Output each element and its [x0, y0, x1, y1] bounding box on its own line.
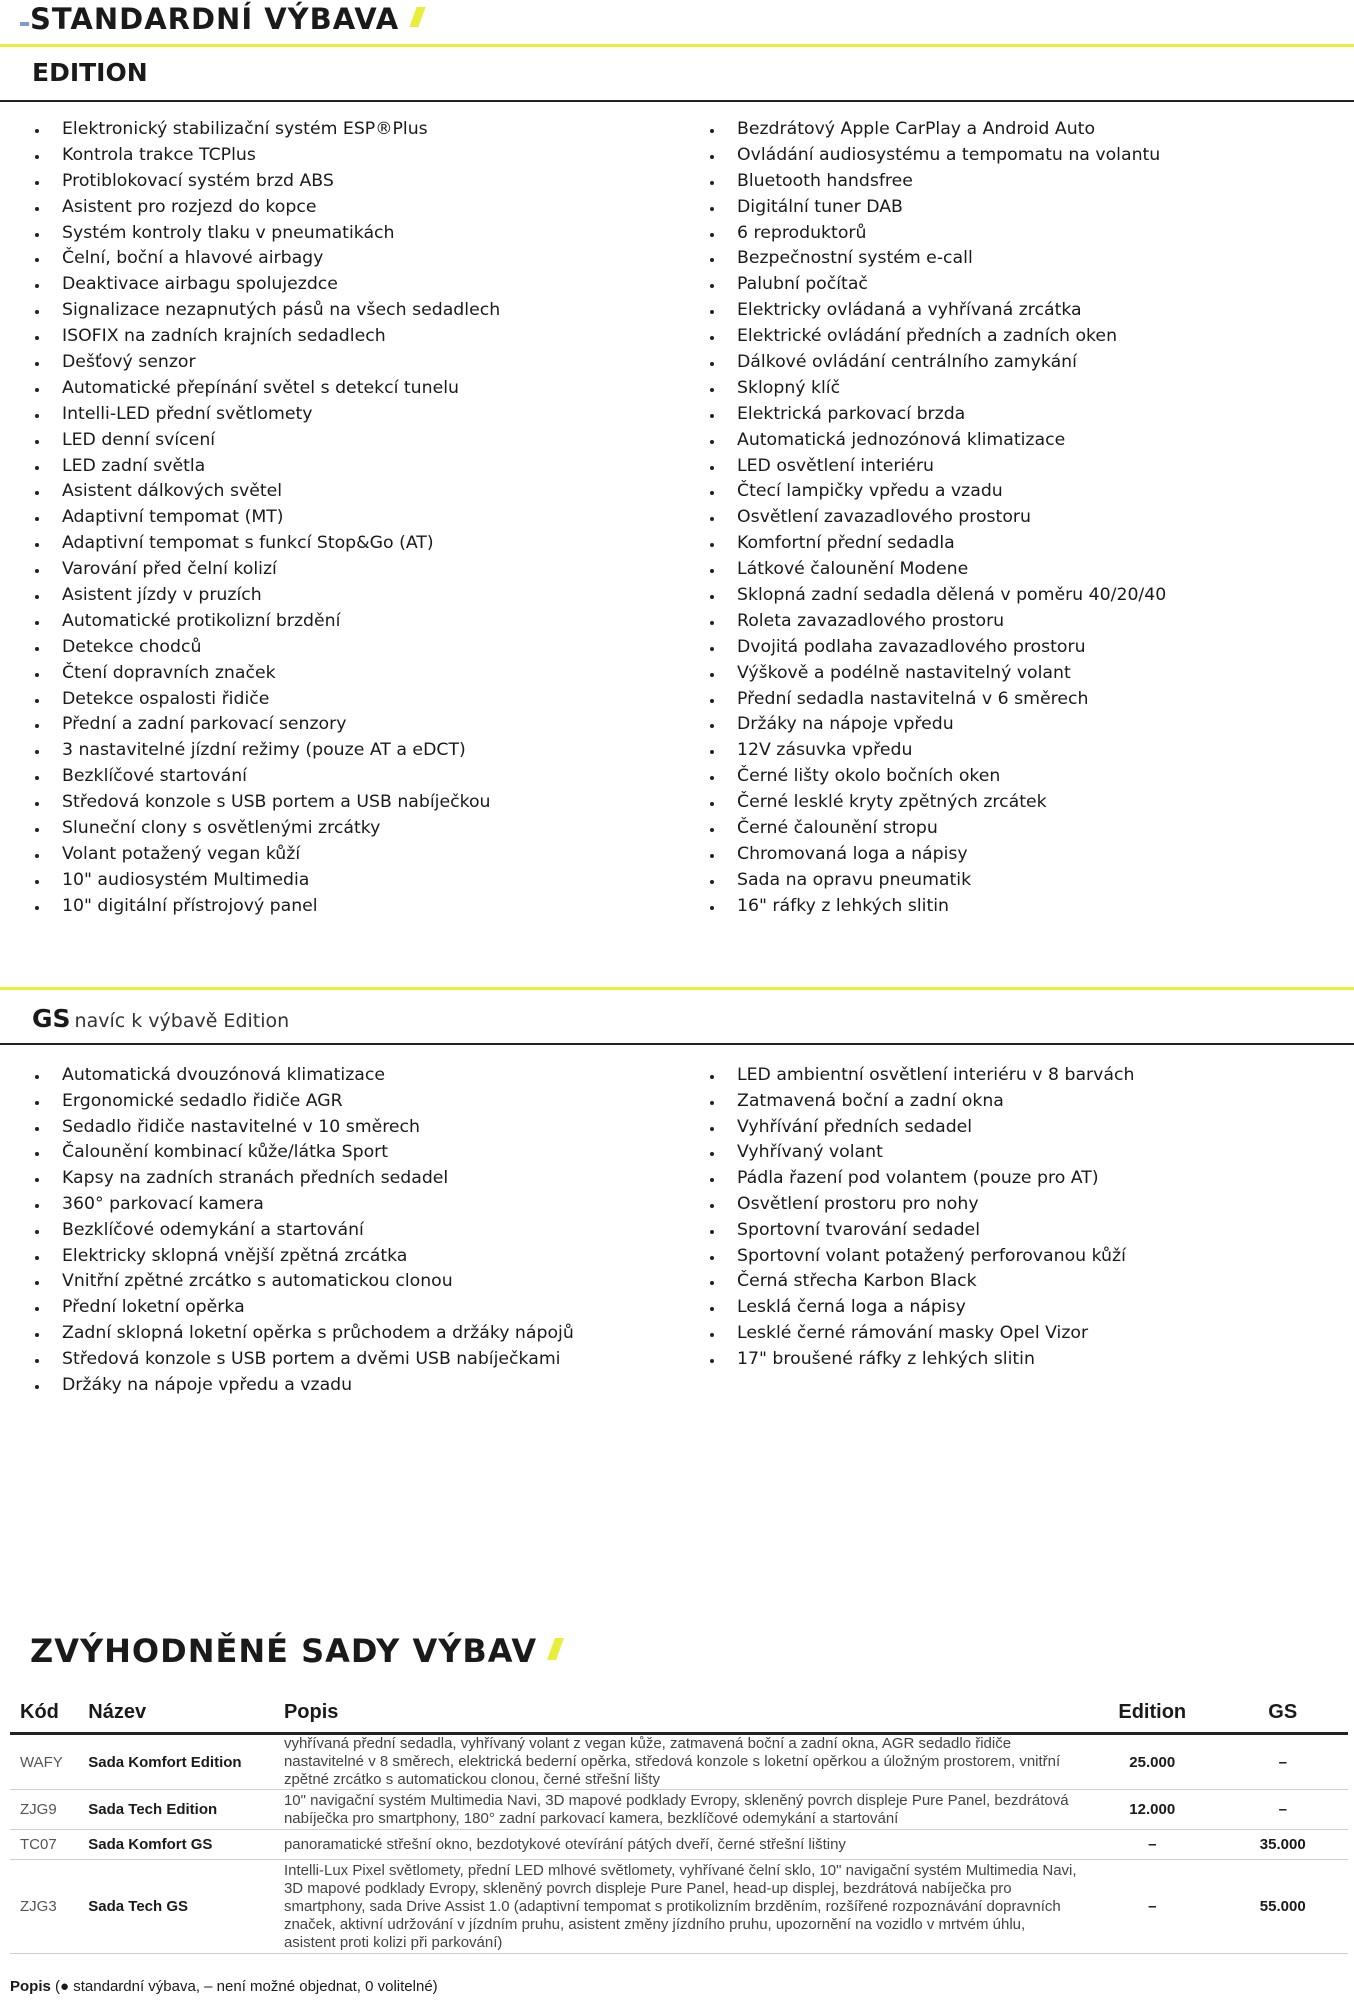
list-item: 6 reproduktorů	[707, 221, 1166, 247]
gs-left-list	[32, 1063, 574, 1398]
package-price-edition: 12.000	[1087, 1790, 1217, 1830]
list-item: Elektronický stabilizační systém ESP®Plus	[32, 117, 500, 143]
package-code: TC07	[10, 1830, 78, 1860]
list-item: Elektrické ovládání předních a zadních oken	[707, 324, 1166, 350]
package-code: WAFY	[10, 1734, 78, 1790]
list-item: Varování před čelní kolizí	[32, 557, 500, 583]
list-item: Systém kontroly tlaku v pneumatikách	[32, 221, 500, 247]
list-item: Bezklíčové odemykání a startování	[32, 1218, 574, 1244]
list-item: Ovládání audiosystému a tempomatu na volantu	[707, 143, 1166, 169]
list-item: Výškově a podélně nastavitelný volant	[707, 661, 1166, 687]
package-name: Sada Tech GS	[78, 1860, 274, 1954]
list-item: Černá střecha Karbon Black	[707, 1269, 1134, 1295]
list-item: Bezdrátový Apple CarPlay a Android Auto	[707, 117, 1166, 143]
list-item: LED denní svícení	[32, 428, 500, 454]
packages-header-row	[10, 1692, 1348, 1734]
packages-title-text: ZVÝHODNĚNÉ SADY VÝBAV	[30, 1632, 538, 1670]
list-item: 3 nastavitelné jízdní režimy (pouze AT a eDCT)	[32, 738, 500, 764]
package-code: ZJG9	[10, 1790, 78, 1830]
gs-right-list	[707, 1063, 1134, 1373]
list-item: Roleta zavazadlového prostoru	[707, 609, 1166, 635]
list-item: Volant potažený vegan kůží	[32, 842, 500, 868]
list-item: Látkové čalounění Modene	[707, 557, 1166, 583]
list-item: Zatmavená boční a zadní okna	[707, 1089, 1134, 1115]
list-item: Černé lišty okolo bočních oken	[707, 764, 1166, 790]
list-item: Lesklé černé rámování masky Opel Vizor	[707, 1321, 1134, 1347]
page-title	[30, 2, 422, 36]
package-name: Sada Tech Edition	[78, 1790, 274, 1830]
list-item: Dálkové ovládání centrálního zamykání	[707, 350, 1166, 376]
list-item: Sklopný klíč	[707, 376, 1166, 402]
list-item: LED osvětlení interiéru	[707, 454, 1166, 480]
accent-slash-icon	[410, 7, 426, 27]
page-title-text: STANDARDNÍ VÝBAVA	[30, 2, 400, 36]
gs-title: GS	[32, 1004, 71, 1033]
edition-right-list	[707, 117, 1166, 920]
list-item: 16" ráfky z lehkých slitin	[707, 894, 1166, 920]
list-item: Zadní sklopná loketní opěrka s průchodem a držáky nápojů	[32, 1321, 574, 1347]
list-item: Vyhřívání předních sedadel	[707, 1115, 1134, 1141]
package-price-gs: 35.000	[1217, 1830, 1348, 1860]
list-item: Přední sedadla nastavitelná v 6 směrech	[707, 687, 1166, 713]
list-item: Sluneční clony s osvětlenými zrcátky	[32, 816, 500, 842]
list-item: Bluetooth handsfree	[707, 169, 1166, 195]
list-item: Čtení dopravních značek	[32, 661, 500, 687]
list-item: Sedadlo řidiče nastavitelné v 10 směrech	[32, 1115, 574, 1141]
package-name: Sada Komfort GS	[78, 1830, 274, 1860]
list-item: Automatické přepínání světel s detekcí tunelu	[32, 376, 500, 402]
list-item: Černé čalounění stropu	[707, 816, 1166, 842]
list-item: Kapsy na zadních stranách předních sedadel	[32, 1166, 574, 1192]
list-item: 360° parkovací kamera	[32, 1192, 574, 1218]
gs-divider	[0, 1043, 1354, 1045]
table-row	[10, 1790, 1348, 1830]
edition-left-list	[32, 117, 500, 920]
accent-slash-icon	[547, 1638, 564, 1660]
list-item: Středová konzole s USB portem a dvěmi USB nabíječkami	[32, 1347, 574, 1373]
edition-section-title: EDITION	[32, 58, 148, 87]
list-item: Středová konzole s USB portem a USB nabíječkou	[32, 790, 500, 816]
list-item: Elektricky ovládaná a vyhřívaná zrcátka	[707, 298, 1166, 324]
list-item: Automatické protikolizní brzdění	[32, 609, 500, 635]
header-name: Název	[78, 1692, 274, 1734]
packages-title	[30, 1632, 560, 1670]
list-item: 17" broušené ráfky z lehkých slitin	[707, 1347, 1134, 1373]
list-item: Čtecí lampičky vpředu a vzadu	[707, 479, 1166, 505]
list-item: 12V zásuvka vpředu	[707, 738, 1166, 764]
list-item: Držáky na nápoje vpředu	[707, 712, 1166, 738]
list-item: Komfortní přední sedadla	[707, 531, 1166, 557]
list-item: 10" audiosystém Multimedia	[32, 868, 500, 894]
list-item: Čalounění kombinací kůže/látka Sport	[32, 1140, 574, 1166]
list-item: Asistent jízdy v pruzích	[32, 583, 500, 609]
list-item: Sportovní volant potažený perforovanou kůží	[707, 1244, 1134, 1270]
legend-text: standardní výbava, – není možné objednat, 0 volitelné)	[73, 1978, 438, 1995]
package-price-gs: –	[1217, 1790, 1348, 1830]
list-item: LED ambientní osvětlení interiéru v 8 barvách	[707, 1063, 1134, 1089]
list-item: 10" digitální přístrojový panel	[32, 894, 500, 920]
list-item: Černé lesklé kryty zpětných zrcátek	[707, 790, 1166, 816]
list-item: LED zadní světla	[32, 454, 500, 480]
header-code: Kód	[10, 1692, 78, 1734]
list-item: Ergonomické sedadlo řidiče AGR	[32, 1089, 574, 1115]
legend-label: Popis	[10, 1978, 51, 1995]
package-price-gs: –	[1217, 1734, 1348, 1790]
table-row	[10, 1734, 1348, 1790]
list-item: Lesklá černá loga a nápisy	[707, 1295, 1134, 1321]
list-item: Elektricky sklopná vnější zpětná zrcátka	[32, 1244, 574, 1270]
list-item: Signalizace nezapnutých pásů na všech sedadlech	[32, 298, 500, 324]
list-item: Elektrická parkovací brzda	[707, 402, 1166, 428]
list-item: ISOFIX na zadních krajních sedadlech	[32, 324, 500, 350]
list-item: Detekce ospalosti řidiče	[32, 687, 500, 713]
list-item: Kontrola trakce TCPlus	[32, 143, 500, 169]
list-item: Dešťový senzor	[32, 350, 500, 376]
list-item: Čelní, boční a hlavové airbagy	[32, 246, 500, 272]
list-item: Bezpečnostní systém e-call	[707, 246, 1166, 272]
package-price-gs: 55.000	[1217, 1860, 1348, 1954]
standard-dot-icon: ●	[60, 1978, 70, 1995]
table-row	[10, 1830, 1348, 1860]
package-price-edition: 25.000	[1087, 1734, 1217, 1790]
legend: Popis (● standardní výbava, – není možné objednat, 0 volitelné)	[10, 1978, 438, 1995]
list-item: Sada na opravu pneumatik	[707, 868, 1166, 894]
list-item: Vyhřívaný volant	[707, 1140, 1134, 1166]
table-row	[10, 1860, 1348, 1954]
package-desc: panoramatické střešní okno, bezdotykové otevírání pátých dveří, černé střešní lištiny	[274, 1830, 1087, 1860]
list-item: Sportovní tvarování sedadel	[707, 1218, 1134, 1244]
list-item: Adaptivní tempomat s funkcí Stop&Go (AT)	[32, 531, 500, 557]
header-gs: GS	[1217, 1692, 1348, 1734]
package-desc: vyhřívaná přední sedadla, vyhřívaný volant z vegan kůže, zatmavená boční a zadní okna, AGR sedadlo řidiče nastavitelné v 8 směrech, elektrická bederní opěrka, středová konzole s loketní opěrkou a úložným prostorem, vnitřní zpětné zrcátko s automatickou clonou, černé střešní lišty	[274, 1734, 1087, 1790]
list-item: Dvojitá podlaha zavazadlového prostoru	[707, 635, 1166, 661]
list-item: Asistent pro rozjezd do kopce	[32, 195, 500, 221]
list-item: Asistent dálkových světel	[32, 479, 500, 505]
package-code: ZJG3	[10, 1860, 78, 1954]
list-item: Bezklíčové startování	[32, 764, 500, 790]
list-item: Osvětlení prostoru pro nohy	[707, 1192, 1134, 1218]
list-item: Adaptivní tempomat (MT)	[32, 505, 500, 531]
gs-subtitle: navíc k výbavě Edition	[74, 1010, 290, 1032]
package-price-edition: –	[1087, 1830, 1217, 1860]
title-divider	[0, 44, 1354, 47]
list-item: Osvětlení zavazadlového prostoru	[707, 505, 1166, 531]
list-item: Intelli-LED přední světlomety	[32, 402, 500, 428]
list-item: Sklopná zadní sedadla dělená v poměru 40/20/40	[707, 583, 1166, 609]
list-item: Přední a zadní parkovací senzory	[32, 712, 500, 738]
list-item: Pádla řazení pod volantem (pouze pro AT)	[707, 1166, 1134, 1192]
header-desc: Popis	[274, 1692, 1087, 1734]
packages-table	[10, 1692, 1348, 1954]
list-item: Automatická jednozónová klimatizace	[707, 428, 1166, 454]
list-item: Protiblokovací systém brzd ABS	[32, 169, 500, 195]
list-item: Držáky na nápoje vpředu a vzadu	[32, 1373, 574, 1399]
list-item: Vnitřní zpětné zrcátko s automatickou clonou	[32, 1269, 574, 1295]
list-item: Palubní počítač	[707, 272, 1166, 298]
corner-marker	[20, 22, 29, 26]
gs-top-divider	[0, 987, 1354, 990]
list-item: Digitální tuner DAB	[707, 195, 1166, 221]
gs-section-title	[32, 1004, 289, 1033]
package-name: Sada Komfort Edition	[78, 1734, 274, 1790]
package-desc: Intelli-Lux Pixel světlomety, přední LED mlhové světlomety, vyhřívané čelní sklo, 10" navigační systém Multimedia Navi, 3D mapové podklady Evropy, skleněný povrch displeje Pure Panel, head-up displej, bezdrátová nabíječka pro smartphony, sada Drive Assist 1.0 (adaptivní tempomat s protikolizním brzděním, rozšířené rozpoznávání dopravních značek, aktivní udržování v jízdním pruhu, asistent změny jízdního pruhu, upozornění na vozidlo v mrtvém úhlu, asistent proti kolizi při parkování)	[274, 1860, 1087, 1954]
list-item: Přední loketní opěrka	[32, 1295, 574, 1321]
list-item: Automatická dvouzónová klimatizace	[32, 1063, 574, 1089]
package-price-edition: –	[1087, 1860, 1217, 1954]
list-item: Chromovaná loga a nápisy	[707, 842, 1166, 868]
header-edition: Edition	[1087, 1692, 1217, 1734]
list-item: Detekce chodců	[32, 635, 500, 661]
list-item: Deaktivace airbagu spolujezdce	[32, 272, 500, 298]
package-desc: 10" navigační systém Multimedia Navi, 3D mapové podklady Evropy, skleněný povrch displeje Pure Panel, bezdrátová nabíječka pro smartphony, 180° zadní parkovací kamera, bezklíčové odemykání a startování	[274, 1790, 1087, 1830]
edition-divider	[0, 100, 1354, 102]
